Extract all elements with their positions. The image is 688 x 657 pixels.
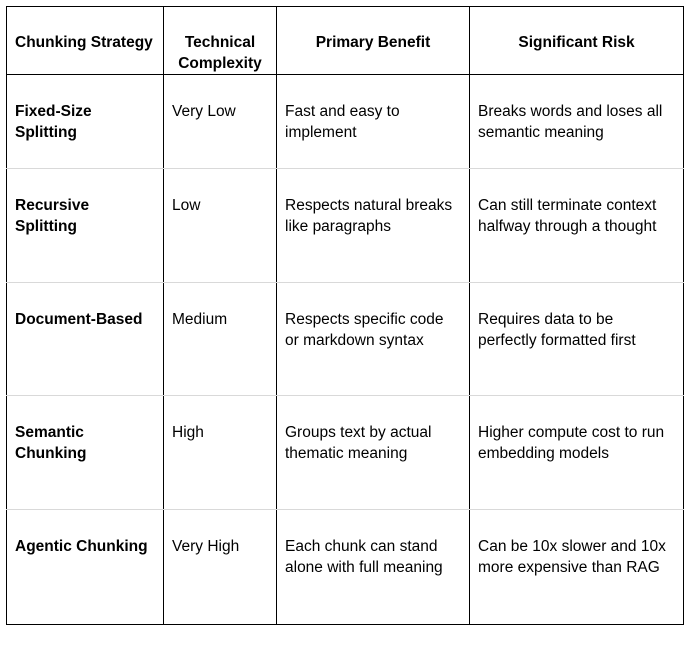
cell-strategy: Semantic Chunking xyxy=(7,396,164,510)
table-row xyxy=(7,75,684,169)
header-primary-benefit: Primary Benefit xyxy=(277,7,470,75)
table-row xyxy=(7,169,684,283)
table-row xyxy=(7,283,684,396)
table-row xyxy=(7,510,684,625)
cell-strategy: Agentic Chunking xyxy=(7,510,164,625)
header-technical-complexity: Technical Complexity xyxy=(164,7,277,75)
header-chunking-strategy: Chunking Strategy xyxy=(7,7,164,75)
cell-complexity: Low xyxy=(164,169,277,283)
header-significant-risk: Significant Risk xyxy=(470,7,684,75)
table-body xyxy=(7,75,684,625)
cell-complexity: Very High xyxy=(164,510,277,625)
comparison-table-container xyxy=(6,6,684,625)
table-row xyxy=(7,396,684,510)
cell-complexity: High xyxy=(164,396,277,510)
cell-risk: Higher compute cost to run embedding models xyxy=(470,396,684,510)
cell-complexity: Medium xyxy=(164,283,277,396)
cell-benefit: Fast and easy to implement xyxy=(277,75,470,169)
table-header xyxy=(7,7,684,75)
cell-benefit: Respects specific code or markdown syntax xyxy=(277,283,470,396)
cell-benefit: Respects natural breaks like paragraphs xyxy=(277,169,470,283)
cell-strategy: Document-Based xyxy=(7,283,164,396)
cell-strategy: Recursive Splitting xyxy=(7,169,164,283)
cell-risk: Requires data to be perfectly formatted first xyxy=(470,283,684,396)
cell-risk: Breaks words and loses all semantic meaning xyxy=(470,75,684,169)
cell-benefit: Groups text by actual thematic meaning xyxy=(277,396,470,510)
cell-risk: Can be 10x slower and 10x more expensive than RAG xyxy=(470,510,684,625)
cell-risk: Can still terminate context halfway through a thought xyxy=(470,169,684,283)
cell-complexity: Very Low xyxy=(164,75,277,169)
header-row xyxy=(7,7,684,75)
cell-benefit: Each chunk can stand alone with full meaning xyxy=(277,510,470,625)
chunking-strategy-table xyxy=(6,6,684,625)
cell-strategy: Fixed-Size Splitting xyxy=(7,75,164,169)
